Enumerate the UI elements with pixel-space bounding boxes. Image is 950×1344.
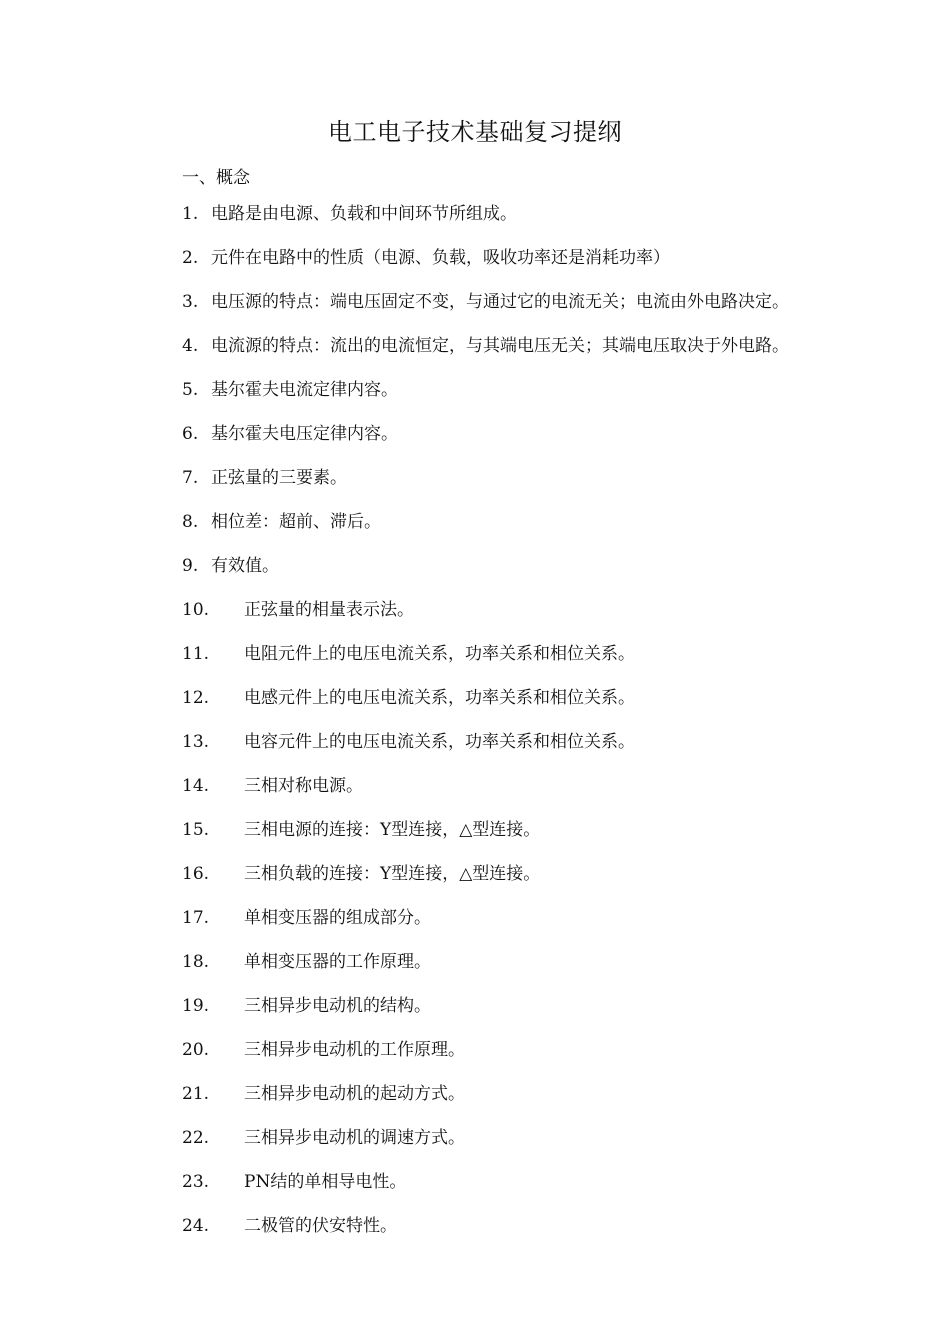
- item-number: 11.: [182, 644, 210, 664]
- item-text: 三相异步电动机的调速方式。: [244, 1128, 465, 1148]
- item-number: 13.: [182, 732, 210, 752]
- list-item: [182, 772, 812, 806]
- list-item: [182, 860, 812, 894]
- list-item: [182, 200, 812, 234]
- item-number: 1.: [182, 204, 199, 224]
- item-number: 4.: [182, 336, 199, 356]
- item-number: 23.: [182, 1172, 210, 1192]
- list-item: [182, 596, 812, 630]
- list-item: [182, 1080, 812, 1114]
- item-number: 16.: [182, 864, 210, 884]
- item-number: 24.: [182, 1216, 210, 1236]
- item-text: 电压源的特点：端电压固定不变，与通过它的电流无关；电流由外电路决定。: [211, 292, 789, 312]
- item-text: 电容元件上的电压电流关系，功率关系和相位关系。: [244, 732, 635, 752]
- list-item: [182, 1212, 812, 1246]
- item-number: 7.: [182, 468, 199, 488]
- list-item: [182, 1124, 812, 1158]
- item-text: 三相异步电动机的工作原理。: [244, 1040, 465, 1060]
- item-text: 有效值。: [211, 556, 279, 576]
- item-number: 20.: [182, 1040, 210, 1060]
- list-item: [182, 464, 812, 498]
- item-number: 2.: [182, 248, 199, 268]
- item-text: 正弦量的相量表示法。: [244, 600, 414, 620]
- item-text: 单相变压器的工作原理。: [244, 952, 431, 972]
- item-text: 电阻元件上的电压电流关系，功率关系和相位关系。: [244, 644, 635, 664]
- concept-list: [182, 200, 812, 1256]
- item-number: 21.: [182, 1084, 210, 1104]
- item-text: 基尔霍夫电压定律内容。: [211, 424, 398, 444]
- item-number: 22.: [182, 1128, 210, 1148]
- item-text: 三相对称电源。: [244, 776, 363, 796]
- item-number: 8.: [182, 512, 199, 532]
- list-item: [182, 904, 812, 938]
- list-item: [182, 332, 812, 366]
- item-text: 元件在电路中的性质（电源、负载，吸收功率还是消耗功率）: [211, 248, 670, 268]
- item-text: 三相电源的连接：Y型连接，△型连接。: [244, 820, 541, 840]
- item-text: 电感元件上的电压电流关系，功率关系和相位关系。: [244, 688, 635, 708]
- item-number: 19.: [182, 996, 210, 1016]
- list-item: [182, 992, 812, 1026]
- list-item: [182, 684, 812, 718]
- item-text: PN结的单相导电性。: [244, 1172, 407, 1192]
- item-number: 10.: [182, 600, 210, 620]
- list-item: [182, 640, 812, 674]
- item-text: 二极管的伏安特性。: [244, 1216, 397, 1236]
- item-text: 三相异步电动机的结构。: [244, 996, 431, 1016]
- item-text: 单相变压器的组成部分。: [244, 908, 431, 928]
- item-text: 电路是由电源、负载和中间环节所组成。: [211, 204, 517, 224]
- list-item: [182, 244, 812, 278]
- list-item: [182, 1036, 812, 1070]
- list-item: [182, 552, 812, 586]
- item-number: 3.: [182, 292, 199, 312]
- list-item: [182, 728, 812, 762]
- item-text: 正弦量的三要素。: [211, 468, 347, 488]
- list-item: [182, 376, 812, 410]
- document-title: 电工电子技术基础复习提纲: [328, 118, 622, 146]
- item-number: 9.: [182, 556, 199, 576]
- item-number: 17.: [182, 908, 210, 928]
- item-number: 5.: [182, 380, 199, 400]
- item-number: 15.: [182, 820, 210, 840]
- list-item: [182, 420, 812, 454]
- item-text: 相位差：超前、滞后。: [211, 512, 381, 532]
- list-item: [182, 508, 812, 542]
- item-number: 6.: [182, 424, 199, 444]
- item-number: 14.: [182, 776, 210, 796]
- list-item: [182, 816, 812, 850]
- item-number: 12.: [182, 688, 210, 708]
- item-text: 三相异步电动机的起动方式。: [244, 1084, 465, 1104]
- list-item: [182, 1168, 812, 1202]
- list-item: [182, 948, 812, 982]
- list-item: [182, 288, 812, 322]
- item-text: 电流源的特点：流出的电流恒定，与其端电压无关；其端电压取决于外电路。: [211, 336, 789, 356]
- section-heading: 一、概念: [182, 168, 250, 188]
- item-number: 18.: [182, 952, 210, 972]
- item-text: 三相负载的连接：Y型连接，△型连接。: [244, 864, 541, 884]
- item-text: 基尔霍夫电流定律内容。: [211, 380, 398, 400]
